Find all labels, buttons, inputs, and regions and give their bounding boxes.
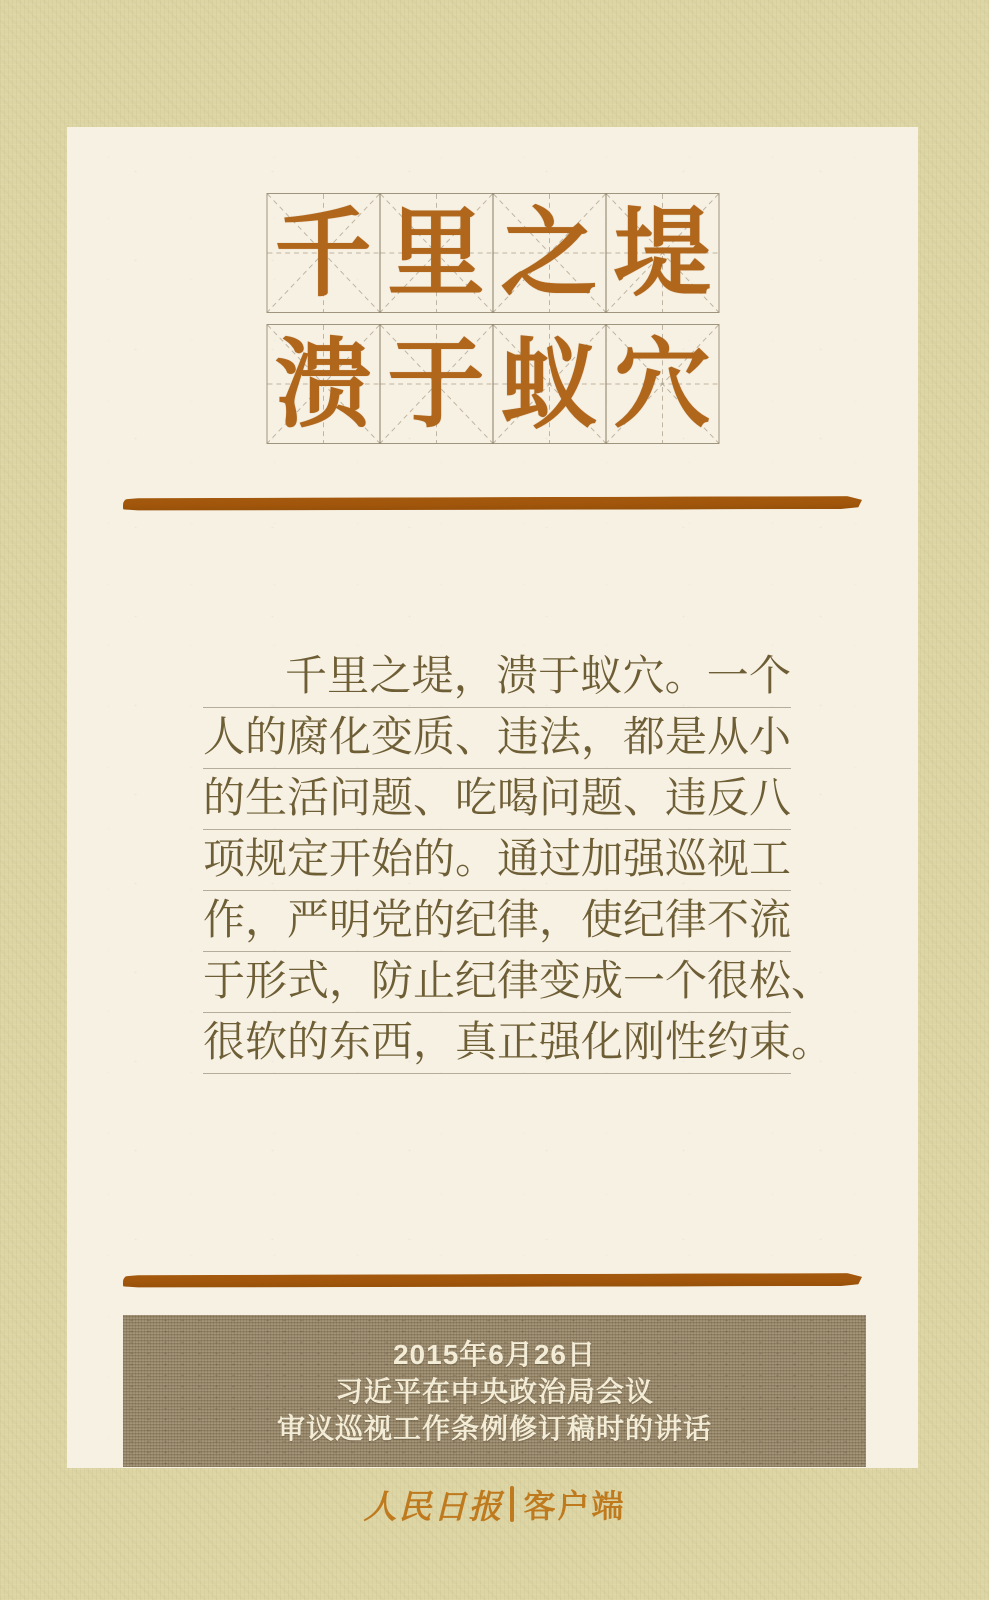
attribution-occasion: 审议巡视工作条例修订稿时的讲话 <box>276 1413 712 1444</box>
quote-line: 人的腐化变质、违法，都是从小 <box>203 708 791 769</box>
title-char: 堤 <box>613 195 711 310</box>
attribution-speaker: 习近平在中央政治局会议 <box>334 1376 654 1407</box>
title-section <box>266 193 719 444</box>
title-char: 蚁 <box>500 326 598 441</box>
quote-line: 的生活问题、吃喝问题、违反八 <box>203 769 791 830</box>
title-char-box <box>379 324 493 444</box>
title-char-box <box>379 193 493 313</box>
title-char-box <box>266 324 380 444</box>
client-label: 客户端 <box>523 1488 626 1524</box>
title-char-box <box>492 193 606 313</box>
title-char: 溃 <box>274 326 372 441</box>
quote-body <box>203 647 834 1074</box>
attribution-date: 2015年6月26日 <box>392 1339 596 1370</box>
title-char: 于 <box>387 326 485 441</box>
title-char: 穴 <box>613 326 711 441</box>
quote-line: 千里之堤，溃于蚁穴。一个 <box>203 647 791 708</box>
title-char: 千 <box>274 195 372 310</box>
quote-card <box>67 127 918 1468</box>
quote-line: 于形式，防止纪律变成一个很松、 <box>203 952 791 1013</box>
title-row-2 <box>266 324 719 444</box>
quote-line: 作，严明党的纪律，使纪律不流 <box>203 891 791 952</box>
peoples-daily-wordmark: 人民日报 <box>363 1486 504 1526</box>
top-brush-divider <box>123 496 862 511</box>
quote-line: 项规定开始的。通过加强巡视工 <box>203 830 791 891</box>
title-char-box <box>605 193 719 313</box>
title-char-box <box>605 324 719 444</box>
title-char: 里 <box>387 195 485 310</box>
title-char-box <box>492 324 606 444</box>
title-row-1 <box>266 193 719 313</box>
title-char: 之 <box>500 195 598 310</box>
footer-logo <box>0 1482 989 1526</box>
attribution-banner <box>123 1315 866 1467</box>
quote-line: 很软的东西，真正强化刚性约束。 <box>203 1013 791 1074</box>
logo-divider-bar <box>510 1486 514 1522</box>
bottom-brush-divider <box>123 1273 862 1288</box>
title-char-box <box>266 193 380 313</box>
